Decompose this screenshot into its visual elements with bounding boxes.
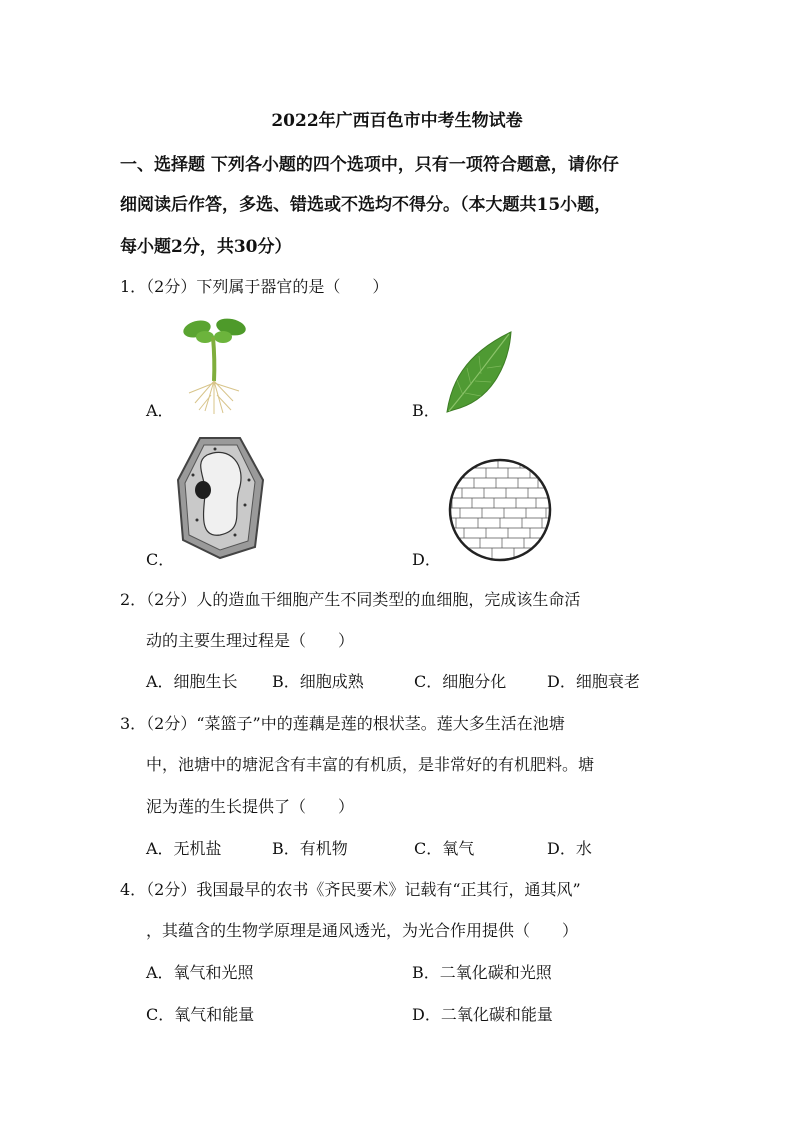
- leaf-image: [445, 330, 515, 415]
- question-4-option-a: A．氧气和光照: [146, 963, 254, 982]
- question-2-option-c: C．细胞分化: [414, 672, 507, 691]
- tissue-image: [448, 458, 552, 562]
- question-3-stem-line-3: 泥为莲的生长提供了（ ）: [146, 797, 355, 816]
- plant-cell-image: [175, 435, 265, 560]
- question-2-stem-line-2: 动的主要生理过程是（ ）: [146, 631, 355, 650]
- question-1-option-d-label: D．: [412, 550, 441, 569]
- question-3-option-a: A．无机盐: [146, 839, 222, 858]
- section-heading-line-3: 每小题2分，共30分）: [120, 237, 292, 257]
- question-3-stem-line-1: 3．（2分）“菜篮子”中的莲藕是莲的根状茎。莲大多生活在池塘: [120, 714, 565, 733]
- question-2-stem-line-1: 2．（2分）人的造血干细胞产生不同类型的血细胞，完成该生命活: [120, 590, 581, 609]
- question-3-option-d: D．水: [547, 839, 592, 858]
- question-2-option-b: B．细胞成熟: [272, 672, 364, 691]
- question-4-option-b: B．二氧化碳和光照: [412, 963, 552, 982]
- question-1-stem: 1．（2分）下列属于器官的是（ ）: [120, 277, 389, 296]
- question-2-option-d: D．细胞衰老: [547, 672, 640, 691]
- section-heading-line-2: 细阅读后作答，多选、错选或不选均不得分。（本大题共15小题，: [120, 195, 612, 215]
- question-1-option-b-label: B．: [412, 401, 440, 420]
- section-heading-line-1: 一、选择题 下列各小题的四个选项中，只有一项符合题意，请你仔: [120, 155, 619, 175]
- question-3-option-b: B．有机物: [272, 839, 348, 858]
- seedling-image: [175, 315, 255, 415]
- question-4-stem-line-2: ，其蕴含的生物学原理是通风透光，为光合作用提供（ ）: [146, 921, 579, 940]
- question-1-option-a-label: A．: [146, 401, 174, 420]
- page-title: 2022年广西百色市中考生物试卷: [271, 111, 523, 131]
- question-4-option-c: C．氧气和能量: [146, 1005, 255, 1024]
- question-2-option-a: A．细胞生长: [146, 672, 238, 691]
- question-1-option-c-label: C．: [146, 550, 175, 569]
- question-4-stem-line-1: 4．（2分）我国最早的农书《齐民要术》记载有“正其行，通其风”: [120, 880, 581, 899]
- question-3-stem-line-2: 中，池塘中的塘泥含有丰富的有机质，是非常好的有机肥料。塘: [146, 755, 595, 774]
- question-3-option-c: C．氧气: [414, 839, 475, 858]
- question-4-option-d: D．二氧化碳和能量: [412, 1005, 553, 1024]
